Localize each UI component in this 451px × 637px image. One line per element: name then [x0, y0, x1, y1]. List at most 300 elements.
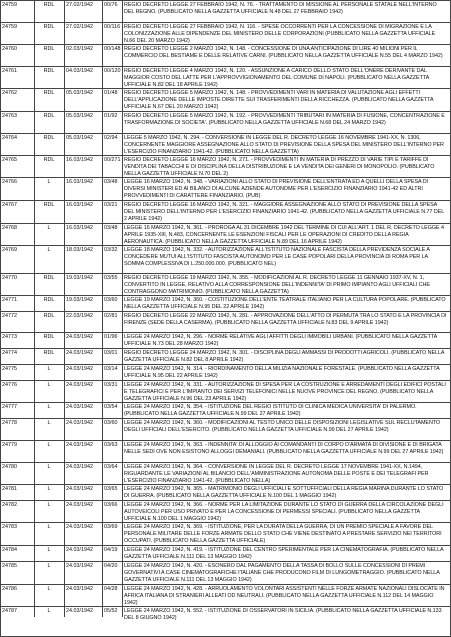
act-ordinal-cell [102, 585, 123, 607]
act-description-cell [122, 178, 449, 201]
act-ordinal-cell [102, 485, 123, 501]
act-date-cell [64, 45, 103, 67]
act-ordinal: 00/148 [104, 46, 121, 52]
act-ordinal: 03/21 [104, 202, 118, 208]
act-description: LEGGE 16 MARZO 1942, N. 348. - VARIAZIONI ALLO STATO DI PREVISIONE DELL'ENTRATA ED A QUELLI DELLA SPESA DI DIVERSI MINISTERI ED AI BILANCI DI ALCUNE AZIENDE AUTONOME PER L'ESERCIZIO FINANZIARIO 1941-42 ED ALTRI PROVVEDIMENTI DI CARATTERE FINANZIARIO. (PUB) [124, 179, 429, 200]
act-ordinal: 03/64 [104, 464, 118, 470]
act-ordinal: 04/20 [104, 563, 118, 569]
act-date: 16.03/1942 [66, 157, 93, 163]
record-number-cell [0, 112, 35, 134]
record-number-cell [0, 562, 35, 585]
act-description-cell [122, 1, 449, 23]
record-number: 24762 [2, 90, 17, 96]
act-type: RDL [43, 313, 55, 319]
act-ordinal-cell [102, 365, 123, 381]
act-date: 24.03/1942 [66, 547, 93, 553]
record-number: 24763 [2, 113, 17, 119]
act-description: REGIO DECRETO LEGGE 16 MARZO 1942, N. 271. - PROVVEDIMENTI IN MATERIA DI PREZZO DI VARIE TIPI E TARIFFE DI VENDITA DEI TABACCHI E DI DISCIPLINA DELLA DISTRIBUZIONE E LA VENDITA DEI GENERI DI MONOPOLIO. (PUBBLICATO NELLA GAZZETTA UFFICIALE N.70 DEL 2) [124, 157, 435, 178]
record-number-cell [0, 89, 35, 112]
act-type-cell [34, 1, 65, 23]
table-row [0, 44, 451, 67]
act-type: RDL [43, 275, 55, 281]
act-ordinal: 00/120 [104, 68, 121, 74]
act-description: LEGGE 24 MARZO 1942, N. 363. - INDENNITA' DI ALLOGGIO AI COMANDANTI DI CORPO D'ARMATA DI DIVISIONE E DI BRIGATA NELLE SEDI OVE NON ESISTONO ALLOGGI DEMANIALI. (PUBBLICATO NELLA GAZZETTA UFFICIALE N.99 DEL 27 APRILE 1942) [124, 442, 444, 456]
act-type-cell [34, 419, 65, 441]
act-type-cell [34, 23, 65, 45]
record-number: 24786 [2, 586, 17, 592]
act-type-cell [34, 381, 65, 403]
record-number-cell [0, 419, 35, 441]
act-ordinal-cell [102, 501, 123, 523]
act-type-cell [34, 523, 65, 546]
act-date-cell [64, 296, 103, 312]
record-number-cell [0, 463, 35, 485]
act-description-cell [122, 112, 449, 134]
act-date: 18.03/1942 [66, 247, 93, 253]
record-number-cell [0, 274, 35, 296]
record-number: 24769 [2, 247, 17, 253]
act-type: L [47, 586, 51, 592]
record-number: 24767 [2, 202, 17, 208]
record-number: 24759 [2, 24, 17, 30]
act-type: L [47, 442, 51, 448]
act-type: L [47, 420, 51, 426]
act-type: RDL [43, 334, 55, 340]
act-description-cell [122, 274, 449, 296]
act-ordinal: 03/48 [104, 179, 118, 185]
table-row [0, 545, 451, 562]
record-number-cell [0, 178, 35, 201]
act-description-cell [122, 246, 449, 274]
record-number-cell [0, 333, 35, 349]
act-description-cell [122, 365, 449, 381]
record-number-cell [0, 523, 35, 546]
record-number: 24780 [2, 464, 17, 470]
record-number-cell [0, 1, 35, 23]
table-row [0, 418, 451, 441]
act-date-cell [64, 112, 103, 134]
act-date-cell [64, 441, 103, 463]
act-ordinal-cell [102, 607, 123, 617]
record-number-cell [0, 403, 35, 419]
act-description-cell [122, 134, 449, 156]
table-row [0, 561, 451, 585]
act-type-cell [34, 485, 65, 501]
act-type-cell [34, 546, 65, 562]
record-number: 24766 [2, 179, 17, 185]
act-date-cell [64, 381, 103, 403]
record-number-cell [0, 585, 35, 607]
act-date: 05.03/1942 [66, 90, 93, 96]
act-type: L [47, 464, 51, 470]
record-number-cell [0, 67, 35, 89]
act-ordinal: 02/94 [104, 135, 118, 141]
record-number-cell [0, 607, 35, 617]
act-type-cell [34, 178, 65, 201]
record-number-cell [0, 485, 35, 501]
act-type-cell [34, 585, 65, 607]
act-date: 24.03/1942 [66, 334, 93, 340]
record-number: 24770 [2, 275, 17, 281]
act-date-cell [64, 419, 103, 441]
act-ordinal: 02/81 [104, 313, 118, 319]
act-description-cell [122, 201, 449, 224]
act-date-cell [64, 67, 103, 89]
act-type: RDL [43, 68, 55, 74]
act-description: LEGGE 24 MARZO 1942, N. 296. - NORME RELATIVE AGLI AFFITTI DEGLI IMMOBILI URBANI. (PUBBLICATO NELLA GAZZETTA UFFICIALE N.73 DEL 28 MARZO 1942) [124, 334, 437, 348]
record-number-cell [0, 45, 35, 67]
act-ordinal-cell [102, 178, 123, 201]
act-type-cell [34, 403, 65, 419]
act-date-cell [64, 23, 103, 45]
act-ordinal-cell [102, 463, 123, 485]
record-number: 24781 [2, 486, 17, 492]
table-row [0, 133, 451, 156]
act-date-cell [64, 312, 103, 333]
act-ordinal-cell [102, 89, 123, 112]
act-ordinal-cell [102, 274, 123, 296]
act-date-cell [64, 607, 103, 617]
act-date: 05.03/1942 [66, 113, 93, 119]
act-date-cell [64, 463, 103, 485]
act-type-cell [34, 441, 65, 463]
act-description-cell [122, 296, 449, 312]
act-ordinal: 03/60 [104, 420, 118, 426]
act-type: L [47, 547, 51, 553]
act-ordinal-cell [102, 403, 123, 419]
act-ordinal-cell [102, 546, 123, 562]
record-number-cell [0, 349, 35, 365]
record-number: 24774 [2, 350, 17, 356]
record-number-cell [0, 134, 35, 156]
act-date: 16.03/1942 [66, 225, 93, 231]
act-description: REGIO DECRETO LEGGE 5 MARZO 1942, N. 148. - PROVVEDIMENTI VARI IN MATERIA DI VALUTAZIONE AGLI EFFETTI DELL'APPLICAZIONE DELLE IMPOSTE DIRETTE SUI TRASFERIMENTI DELLA RICCHEZZA. (PUBBLICATO NELLA GAZZETTA UFFICIALE N.67 DEL 20 MARZO 1942) [124, 90, 434, 111]
table-row [0, 606, 451, 622]
act-type-cell [34, 501, 65, 523]
table-row [0, 522, 451, 546]
table-row [0, 200, 451, 224]
act-type: L [47, 524, 51, 530]
act-type: L [47, 247, 51, 253]
act-ordinal: 03/14 [104, 366, 118, 372]
act-date: 24.03/1942 [66, 442, 93, 448]
act-date-cell [64, 224, 103, 246]
act-description-cell [122, 381, 449, 403]
act-type-cell [34, 112, 65, 134]
act-type-cell [34, 296, 65, 312]
act-type: L [47, 225, 51, 231]
act-date: 24.03/1942 [66, 502, 93, 508]
act-ordinal: 00/116 [104, 24, 121, 30]
act-ordinal-cell [102, 224, 123, 246]
record-number: 24776 [2, 382, 17, 388]
act-description-cell [122, 224, 449, 246]
record-number-cell [0, 546, 35, 562]
record-number: 24777 [2, 404, 17, 410]
act-description-cell [122, 333, 449, 349]
act-description: REGIO DECRETO LEGGE 19 MARZO 1942, N. 355. - MODIFICAZIONI AL R. DECRETO LEGGE 11 GENNAIO 1937-XV, N. 1, CONVERTITO IN LEGGE, RELATIVO ALLA CORRESPONSIONE DELL'INDENNITA' DI PRIMO IMPIANTO AGLI UFFICIALI CHE CONTRAGGONO MATRIMONIO. (PUBBLICATO NELLA GAZZETTA) [124, 275, 430, 296]
act-ordinal-cell [102, 246, 123, 274]
act-ordinal: 03/60 [104, 297, 118, 303]
act-date: 24.03/1942 [66, 563, 93, 569]
act-type: RDL [43, 90, 55, 96]
act-description-cell [122, 45, 449, 67]
table-row [0, 155, 451, 178]
record-number-cell [0, 296, 35, 312]
act-date: 16.03/1942 [66, 179, 93, 185]
act-description-cell [122, 546, 449, 562]
act-ordinal: 03/32 [104, 247, 118, 253]
table-row [0, 0, 451, 23]
act-ordinal: 05/52 [104, 608, 118, 614]
act-description: REGIO DECRETO LEGGE 2 MARZO 1942, N. 148. - CONCESSIONE DI UNA ANTICIPAZIONE DI LIRE 40 MILIONI PER IL COMMERCIO DEL BESTIAME E DELLE RELATIVE CARNI. (PUBBLICATO NELLA GAZZETTA UFFICIALE N.55 DEL 4 MARZO 1942) [124, 46, 443, 60]
act-date-cell [64, 546, 103, 562]
act-description: REGIO DECRETO LEGGE 5 MARZO 1942, N. 192. - PROVVEDIMENTI TRIBUTARI IN MATERIA DI FUSIONE, CONCENTRAZIONE E TRASFORMAZIONE DI SOCIETA'. (PUBBLICATO NELLA GAZZETTA UFFICIALE N.68 DEL 24 MARZO 1942) [124, 113, 445, 127]
act-type-cell [34, 246, 65, 274]
act-description-cell [122, 463, 449, 485]
act-description: LEGGE 24 MARZO 1942, N. 314. - RIORDINAMENTO DELLA MILIZIA NAZIONALE FORESTALE. (PUBBLICATO NELLA GAZZETTA UFFICIALE N.95 DEL 22 APRILE 1942) [124, 366, 440, 380]
act-date: 24.03/1942 [66, 524, 93, 530]
act-date-cell [64, 523, 103, 546]
act-date-cell [64, 274, 103, 296]
act-description: LEGGE 24 MARZO 1942, N. 360. - MODIFICAZIONI AL TESTO UNICO DELLE DISPOSIZIONI LEGISLATIVE SUL RECLUTAMENTO DEGLI UFFICIALI DELL'ESERCITO. (PUBBLICATO NELLA GAZZETTA UFFICIALE N.99 DEL 27 APRILE 1942) [124, 420, 441, 434]
act-date: 19.03/1942 [66, 275, 93, 281]
act-type: L [47, 486, 51, 492]
act-type-cell [34, 562, 65, 585]
act-type: RDL [43, 113, 55, 119]
table-row [0, 584, 451, 607]
act-ordinal-cell [102, 23, 123, 45]
act-date: 22.03/1942 [66, 313, 93, 319]
act-type: RDL [43, 46, 55, 52]
record-number-cell [0, 23, 35, 45]
act-description: REGIO DECRETO LEGGE 22 MARZO 1942, N. 281. - APPROVAZIONE DELL'ATTO DI PERMUTA TRA LO STATO E LA PROVINCIA DI FIRENZE (SEDE DELLA CASERMA). (PUBBLICATO NELLA GAZZETTA UFFICIALE N.83 DEL 9 APRILE 1942) [124, 313, 447, 327]
act-ordinal: 03/01 [104, 350, 118, 356]
act-type: L [47, 179, 51, 185]
act-type: L [47, 382, 51, 388]
act-description: LEGGE 24 MARZO 1942, N. 420. - ESONERO DAL PAGAMENTO DELLA TASSA DI BOLLO SULLE CONCESSIONI DI PREMI GOVERNATIVI A CASE CINEMATOGRAFICHE ITALIANE CHE PRODUCONO FILM DI LUNGOMETRAGGIO. (PUBBLICATO NELLA GAZZETTA UFFICIALE N.111 DEL 13 MAGGIO 1942) [124, 563, 440, 584]
act-ordinal-cell [102, 201, 123, 224]
act-date: 27.02/1942 [66, 2, 93, 8]
act-type-cell [34, 67, 65, 89]
table-row [0, 332, 451, 349]
act-ordinal: 01/96 [104, 334, 118, 340]
act-type: L [47, 366, 51, 372]
act-date: 24.03/1942 [66, 486, 93, 492]
act-description: LEGGE 24 MARZO 1942, N. 365. - MATRIMONIO DEGLI UFFICIALI E SOTTUFFICIALI DELLA REGIA MARINA DURANTE LO STATO DI GUERRA. (PUBBLICATO NELLA GAZZETTA UFFICIALE N.100 DEL 1 MAGGIO 1942) [124, 486, 444, 500]
act-description: REGIO DECRETO LEGGE 27 FEBBRAIO 1942, N. 76. - TRATTAMENTO DI MISSIONE AL PERSONALE STATALE NELL'INTERNO DEL REGNO. (PUBBLICATO NELLA GAZZETTA UFFICIALE N.48 DEL 27 FEBBRAIO 1942) [124, 2, 437, 16]
act-ordinal: 03/65 [104, 486, 118, 492]
act-description: LEGGE 24 MARZO 1942, N. 428. - ARRUOLAMENTO VOLONTARI ASSISTENTI NELLE FORZE ARMATE NAZIONALI DISLOCATE IN AFRICA ITALIANA DI STRANIERI ALLEATI OD NEUTRALI. (PUBBLICATO NELLA GAZZETTA UFFICIALE N.112 DEL 14 MAGGIO 1942) [124, 586, 445, 607]
act-description-cell [122, 403, 449, 419]
act-type-cell [34, 156, 65, 178]
record-number: 24765 [2, 157, 17, 163]
act-description: REGIO DECRETO LEGGE 4 MARZO 1942, N. 120. - ASSUNZIONE A CARICO DELLO STATO DELL'ONERE DERIVANTE DAL MAGGIOR COSTO DEL LATTE PER L'APPROVVIGIONAMENTO DEL COMUNE DI NAPOLI. (PUBBLICATO NELLA GAZZETTA UFFICIALE N.82 DEL 18 APRILE 1942) [124, 68, 429, 89]
act-description: LEGGE 24 MARZO 1942, N. 369. - ISTITUZIONE, PER LA DURATA DELLA GUERRA, DI UN PREMIO SPECIALE A FAVORE DEL PERSONALE MILITARE DELLE FORZE ARMATE DELLO STATO CHE VIENE DESTINATO A PRESTARE SERVIZIO NEI TERRITORI OCCUPATI. (PUBBLICATO NELLA GAZZETTA UFFICIALE) [124, 524, 442, 545]
table-row [0, 22, 451, 45]
act-description: LEGGE 16 MARZO 1942, N. 361. - PROROGA AL 31 DICEMBRE 1942 DEL TERMINE DI CUI ALL'ART. 1 DEL R. DECRETO LEGGE 4 APRILE 1935-XIII, N.483, CONCERNENTE LE ESENZIONI FISCALI PER LE OPERAZIONI DI CREDITO DELLA REGIA AERONAUTICA. (PUBBLICATO NELLA GAZZETTA UFFICIALE N.89 DEL 16 APRILE 1942) [124, 225, 444, 246]
act-date-cell [64, 156, 103, 178]
act-description-cell [122, 562, 449, 585]
act-date-cell [64, 403, 103, 419]
table-row [0, 66, 451, 89]
act-description: LEGGE 24 MARZO 1942, N. 354. - ISTITUZIONE DEL REGIO ISTITUTO DI CLINICA MEDICA UNIVERSITA' DI PALERMO. (PUBBLICATO NELLA GAZZETTA UFFICIALE N.99 DEL 27 APRILE 1942) [124, 404, 417, 418]
act-date: 24.03/1942 [66, 382, 93, 388]
record-number-cell [0, 224, 35, 246]
act-type-cell [34, 607, 65, 617]
act-date-cell [64, 485, 103, 501]
act-date-cell [64, 365, 103, 381]
table-row [0, 111, 451, 134]
record-number: 24785 [2, 563, 17, 569]
record-number-cell [0, 441, 35, 463]
record-number-cell [0, 201, 35, 224]
act-type: RDL [43, 135, 55, 141]
act-ordinal-cell [102, 562, 123, 585]
act-description: LEGGE 24 MARZO 1942, N. 364. - CONVERSIONE IN LEGGE DEL R. DECRETO LEGGE 17 NOVEMBRE 1941-XX, N.1494, RIGUARDANTE LE VARIAZIONI AL BILANCIO DELL'AMMINISTRAZIONE AUTONOMA DELLE POSTE E DEI TELEGRAFI PER L'ESERCIZIO FINANZIARIO 1941-42. (PUBBLICATO NELLA) [124, 464, 429, 485]
act-date-cell [64, 134, 103, 156]
record-number: 24759 [2, 2, 17, 8]
act-date-cell [64, 333, 103, 349]
act-ordinal: 01/92 [104, 113, 118, 119]
act-type-cell [34, 333, 65, 349]
act-type-cell [34, 349, 65, 365]
act-type: RDL [43, 2, 55, 8]
act-type: L [47, 608, 51, 614]
act-description: LEGGE 24 MARZO 1942, N. 419. - ISTITUZIONE DEL CENTRO SPERIMENTALE PER LA CINEMATOGRAFIA. (PUBBLICATO NELLA GAZZETTA UFFICIALE N.111 DEL 13 MAGGIO 1942) [124, 547, 444, 561]
act-date-cell [64, 178, 103, 201]
table-row [0, 311, 451, 333]
act-description-cell [122, 607, 449, 622]
act-ordinal: 03/63 [104, 442, 118, 448]
act-ordinal-cell [102, 156, 123, 178]
act-date-cell [64, 201, 103, 224]
act-date: 16.03/1942 [66, 202, 93, 208]
record-number: 24783 [2, 524, 17, 530]
record-number-cell [0, 246, 35, 274]
act-type-cell [34, 312, 65, 333]
record-number: 24773 [2, 334, 17, 340]
act-ordinal: 03/54 [104, 404, 118, 410]
act-description: LEGGE 24 MARZO 1942, N. 552. - ISTITUZIONE DI OSSERVATORI IN SICILIA. (PUBBLICATO NELLA GAZZETTA UFFICIALE N.133 DEL 8 GIUGNO 1942) [124, 608, 442, 622]
record-number: 24761 [2, 68, 17, 74]
act-ordinal-cell [102, 523, 123, 546]
table-row [0, 500, 451, 523]
table-row [0, 462, 451, 485]
act-ordinal-cell [102, 67, 123, 89]
act-ordinal: 03/66 [104, 502, 118, 508]
act-type-cell [34, 463, 65, 485]
act-ordinal-cell [102, 112, 123, 134]
act-ordinal-cell [102, 45, 123, 67]
table-row [0, 402, 451, 419]
act-description: LEGGE 5 MARZO 1942, N. 294. - CONVERSIONE IN LEGGE DEL R. DECRETO LEGGE 16 NOVEMBRE 1941-XX, N. 1306, CONCERNENTE MAGGIORE ASSEGNAZIONE ALLO STATO DI PREVISIONE DELLA SPESA DEL MINISTERO DELL'INTERNO PER L'ESERCIZIO FINANZIARIO 1941-42. (PUBBLICATO NELLA GAZZETTA) [124, 135, 444, 156]
act-ordinal: 03/69 [104, 524, 118, 530]
table-row [0, 484, 451, 501]
act-description-cell [122, 501, 449, 523]
act-date-cell [64, 585, 103, 607]
act-type-cell [34, 224, 65, 246]
act-ordinal-cell [102, 419, 123, 441]
record-number: 24784 [2, 547, 17, 553]
record-number: 24760 [2, 46, 17, 52]
act-date-cell [64, 246, 103, 274]
table-row [0, 88, 451, 112]
record-number: 24771 [2, 297, 17, 303]
act-type: L [47, 404, 51, 410]
act-description: LEGGE 19 MARZO 1942, N. 360. - COSTITUZIONE DELL'ENTE TEATRALE ITALIANO PER LA CULTURA POPOLARE. (PUBBLICATO NELLA GAZZETTA UFFICIALE N.95 DEL 22 APRILE 1942) [124, 297, 446, 311]
act-date: 05.03/1942 [66, 135, 93, 141]
table-row [0, 364, 451, 381]
act-ordinal-cell [102, 333, 123, 349]
act-date: 19.03/1942 [66, 297, 93, 303]
act-description: LEGGE 24 MARZO 1942, N. 366. - NORME PER LA LIMITAZIONE DURANTE LO STATO DI GUERRA DELLA CIRCOLAZIONE DEGLI AUTOVEICOLI PER USO PRIVATO E PER LA CONCESSIONE DI PERMESSI SPECIALI. (PUBBLICATO NELLA GAZZETTA UFFICIALE N.100 DEL 1 MAGGIO 1942) [124, 502, 444, 523]
table-row [0, 348, 451, 365]
act-date-cell [64, 562, 103, 585]
act-date-cell [64, 501, 103, 523]
act-type-cell [34, 274, 65, 296]
act-type-cell [34, 134, 65, 156]
act-description-cell [122, 89, 449, 112]
act-ordinal: 00/271 [104, 157, 121, 163]
record-number: 24779 [2, 442, 17, 448]
record-number: 24772 [2, 313, 17, 319]
act-date-cell [64, 349, 103, 365]
act-ordinal-cell [102, 349, 123, 365]
act-description-cell [122, 485, 449, 501]
act-type-cell [34, 89, 65, 112]
table-row [0, 223, 451, 246]
act-ordinal-cell [102, 441, 123, 463]
table-row [0, 295, 451, 312]
act-description-cell [122, 312, 449, 333]
record-number: 24764 [2, 135, 17, 141]
act-date: 24.03/1942 [66, 608, 93, 614]
record-number-cell [0, 312, 35, 333]
act-type: L [47, 502, 51, 508]
act-type: RDL [43, 157, 55, 163]
act-ordinal: 01/48 [104, 90, 118, 96]
act-description-cell [122, 156, 449, 178]
record-number: 24768 [2, 225, 17, 231]
act-type-cell [34, 365, 65, 381]
act-ordinal: 03/31 [104, 382, 118, 388]
act-date: 24.03/1942 [66, 586, 93, 592]
act-ordinal-cell [102, 296, 123, 312]
act-description-cell [122, 441, 449, 463]
act-ordinal: 04/19 [104, 547, 118, 553]
act-type-cell [34, 201, 65, 224]
act-description-cell [122, 67, 449, 89]
act-date: 24.03/1942 [66, 420, 93, 426]
act-date: 27.02/1942 [66, 24, 93, 30]
record-number: 24782 [2, 502, 17, 508]
act-type: RDL [43, 24, 55, 30]
table-row [0, 245, 451, 274]
act-description-cell [122, 585, 449, 607]
act-description: LEGGE 18 MARZO 1942, N. 332. - AUTORIZZAZIONE ALL'ISTITUTO NAZIONALE FASCISTA DELLA PREVIDENZA SOCIALE A CONCEDERE MUTUI ALL'ISTITUTO FASCISTA AUTONOMO PER LE CASE POPOLARI DELLA PROVINCIA DI ROMA PER LA SOMMA COMPLESSIVA DI L.250.000.000. (PUBBLICATO NEL) [124, 247, 430, 268]
act-type: RDL [43, 350, 55, 356]
act-ordinal: 00/76 [104, 2, 118, 8]
record-number-cell [0, 501, 35, 523]
record-number-cell [0, 156, 35, 178]
table-row [0, 177, 451, 201]
act-date-cell [64, 89, 103, 112]
act-date: 24.03/1942 [66, 350, 93, 356]
act-ordinal: 04/28 [104, 586, 118, 592]
act-type: RDL [43, 297, 55, 303]
act-description-cell [122, 419, 449, 441]
